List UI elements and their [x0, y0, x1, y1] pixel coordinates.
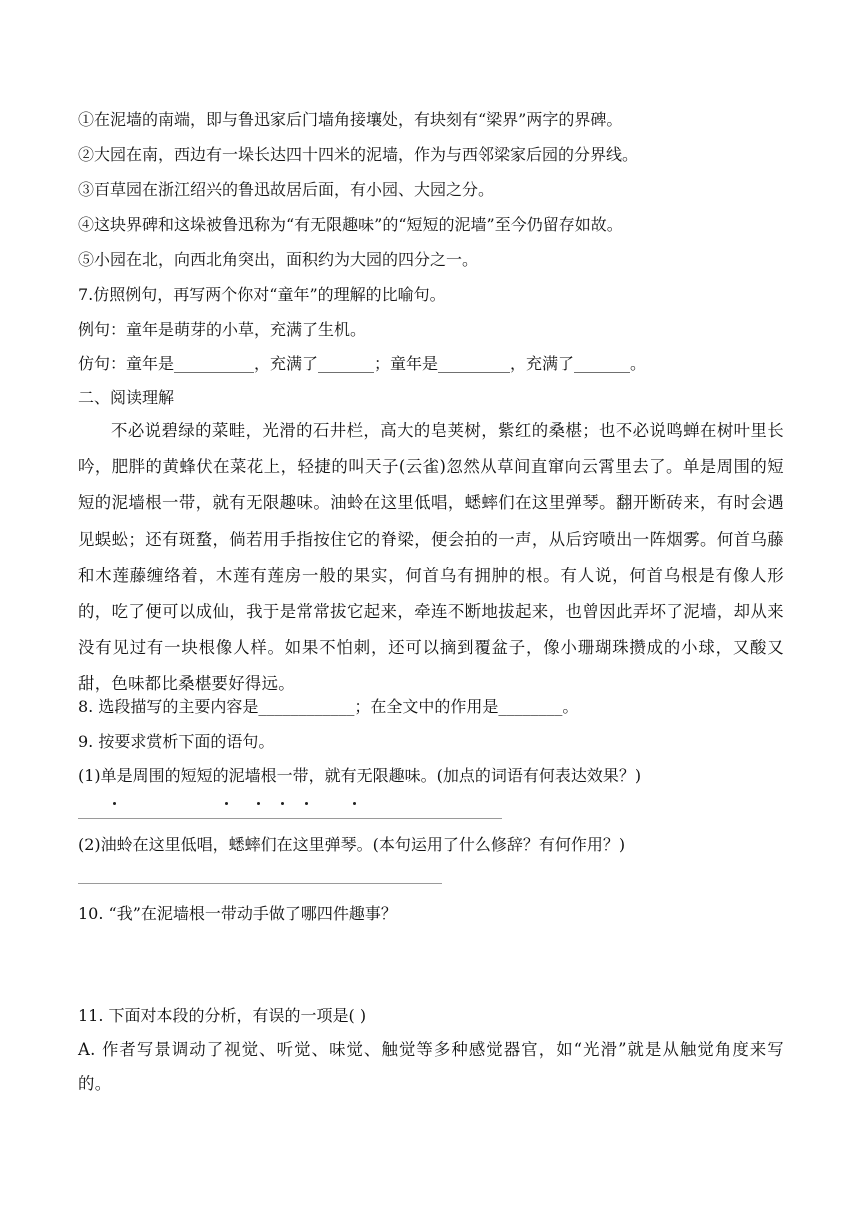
question-10: 10. “我”在泥墙根一带动手做了哪四件趣事？ [78, 904, 397, 923]
question-7-imitation: 仿句：童年是__________，充满了_______；童年是_________，充满了_______。 [78, 354, 647, 373]
sentence-item-5: ⑤小园在北，向西北角突出，面积约为大园的四分之一。 [78, 250, 479, 269]
question-9-sub-1: (1)单是周围的短短的泥墙根一带，就有无限趣味。(加点的词语有何表达效果？) [78, 766, 642, 785]
question-11-title: 11. 下面对本段的分析，有误的一项是( ) [78, 1006, 367, 1025]
question-7-example: 例句：童年是萌芽的小草，充满了生机。 [78, 320, 367, 339]
sentence-item-3: ③百草园在浙江绍兴的鲁迅故居后面，有小园、大园之分。 [78, 180, 495, 199]
reading-passage: 不必说碧绿的菜畦，光滑的石井栏，高大的皂荚树，紫红的桑椹；也不必说鸣蝉在树叶里长吟，肥胖的黄蜂伏在菜花上，轻捷的叫天子(云雀)忽然从草间直窜向云霄里去了。单是周围的短短的泥墙根一带，就有无限趣味。油蛉在这里低唱，蟋蟀们在这里弹琴。翻开断砖来，有时会遇见蜈蚣；还有斑蝥，倘若用手指按住它的脊梁，便会拍的一声，从后窍喷出一阵烟雾。何首乌藤和木莲藤缠络着，木莲有莲房一般的果实，何首乌有拥肿的根。有人说，何首乌根是有像人形的，吃了便可以成仙，我于是常常拔它起来，牵连不断地拔起来，也曾因此弄坏了泥墙，却从来没有见过有一块根像人样。如果不怕刺，还可以摘到覆盆子，像小珊瑚珠攒成的小球，又酸又甜，色味都比桑椹要好得远。 [78, 421, 784, 694]
answer-line-9-1 [78, 818, 502, 819]
sentence-item-1: ①在泥墙的南端，即与鲁迅家后门墙角接壤处，有块刻有“梁界”两字的界碑。 [78, 110, 623, 129]
emphasis-dot [225, 802, 228, 805]
sentence-item-2: ②大园在南，西边有一垛长达四十四米的泥墙，作为与西邻梁家后园的分界线。 [78, 145, 639, 164]
answer-line-9-2 [78, 883, 442, 884]
emphasis-dot [113, 802, 116, 805]
emphasis-dot [257, 802, 260, 805]
emphasis-dot [305, 802, 308, 805]
emphasis-dot [281, 802, 284, 805]
question-9-sub-2: (2)油蛉在这里低唱，蟋蟀们在这里弹琴。(本句运用了什么修辞？有何作用？) [78, 835, 626, 854]
emphasis-dot [353, 802, 356, 805]
emphasis-dots [78, 802, 478, 812]
sentence-item-4: ④这块界碑和这垛被鲁迅称为“有无限趣味”的“短短的泥墙”至今仍留存如故。 [78, 215, 623, 234]
question-7-title: 7.仿照例句，再写两个你对“童年”的理解的比喻句。 [78, 285, 446, 304]
question-8: 8. 选段描写的主要内容是____________；在全文中的作用是________。 [78, 697, 579, 716]
question-9-title: 9. 按要求赏析下面的语句。 [78, 732, 275, 751]
question-11-option-a: A. 作者写景调动了视觉、听觉、味觉、触觉等多种感觉器官，如“光滑”就是从触觉角度来写的。 [78, 1040, 784, 1093]
section-2-heading: 二、阅读理解 [78, 388, 175, 407]
